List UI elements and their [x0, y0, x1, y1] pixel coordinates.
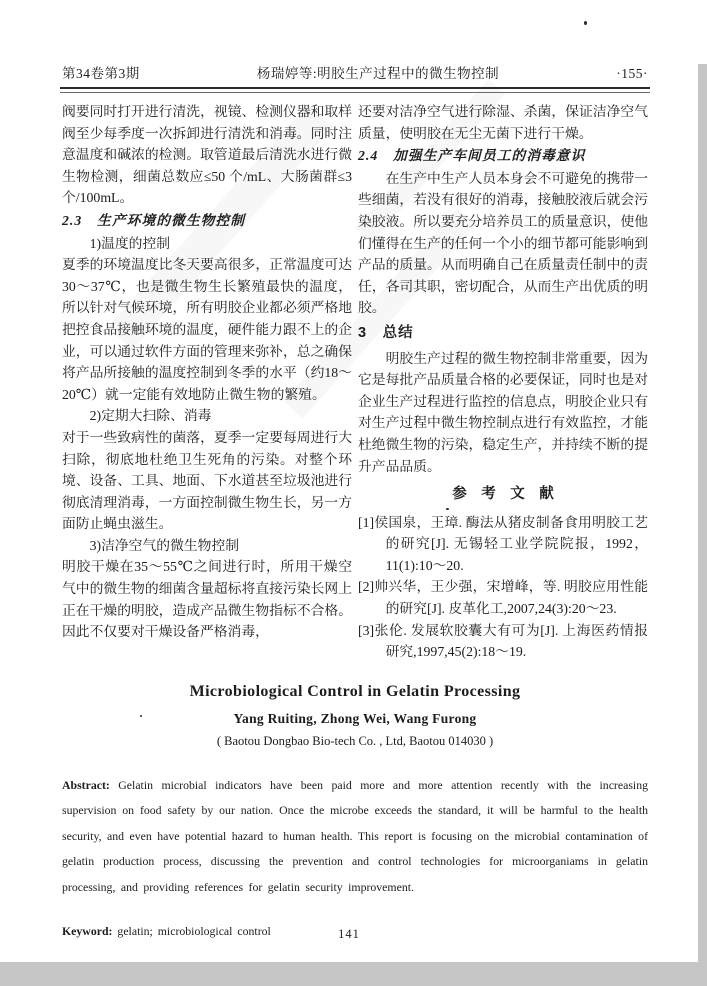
english-section [62, 683, 648, 939]
subheading-temperature-control: 1)温度的控制 [89, 235, 171, 251]
section-heading-2-4: 2.4 加强生产车间员工的消毒意识 [358, 148, 586, 164]
abstract-text: Gelatin microbial indicators have been paid more and more attention recently with the increasing supervision on food safety by our nation. Once the microbe exceeds the standard, it will be harmful to the health security, and even have potential hazard to human health. This report is focusing on the microbial contamination of gelatin production process, discussing the prevention and control technologies for microorganiams in gelatin processing, and providing references for gelatin security improvement. [62, 778, 648, 894]
section-heading-2-3: 2.3 生产环境的微生物控制 [62, 212, 246, 228]
abstract-label: Abstract: [62, 778, 110, 792]
reference-item-2: [2]帅兴华，王少强，宋增峰，等. 明胶应用性能的研究[J]. 皮革化工,2007,24(3):20～23. [358, 579, 648, 617]
body-paragraph-temperature: 夏季的环境温度比冬天要高很多，正常温度可达30～37℃，也是微生物生长繁殖最快的温度，所以针对气候环境，所有明胶企业都必须严格地把控食品接触环境的温度，硬件能力跟不上的企业，可以通过软件方面的管理来弥补，总之确保将产品所接触的温度控制到冬季的水平（约18～20℃）就一定能有效地防止微生物的繁殖。 [62, 257, 352, 402]
english-authors: Yang Ruiting, Zhong Wei, Wang Furong [233, 711, 477, 726]
english-title: Microbiological Control in Gelatin Processing [189, 683, 521, 700]
running-title: 杨瑞婷等:明胶生产过程中的微生物控制 [256, 66, 500, 81]
left-column [62, 101, 352, 643]
reference-item-3: [3]张伦. 发展软胶囊大有可为[J]. 上海医药情报研究,1997,45(2):18～19. [358, 622, 648, 660]
body-paragraph-summary: 明胶生产过程的微生物控制非常重要，因为它是每批产品质量合格的必要保证，同时也是对企业生产过程进行监控的信息点，明胶企业只有对生产过程中微生物控制点进行有效监控，才能杜绝微生物的污染，稳定生产，并持续不断的提升产品品质。 [358, 350, 648, 474]
body-paragraph-drying-air: 明胶干燥在35～55℃之间进行时，所用干燥空气中的微生物的细菌含量超标将直接污染长网上正在干燥的明胶，造成产品微生物指标不合格。因此不仅要对干燥设备严格消毒， [62, 559, 352, 640]
references-heading: 参 考 文 献 [452, 486, 554, 503]
body-paragraph-worker-awareness: 在生产中生产人员本身会不可避免的携带一些细菌，若没有很好的消毒，接触胶液后就会污染胶液。所以要充分培养员工的质量意识，使他们懂得在生产的任何一个小的细节都可能影响到产品的质量。从而明确自己在质量责任制中的责任，各司其职，密切配合，从而生产出优质的明胶。 [358, 170, 648, 316]
running-header [62, 62, 648, 82]
english-abstract [62, 773, 648, 900]
reference-item-1: [1]侯国泉，王璋. 酶法从猪皮制备食用明胶工艺的研究[J]. 无锡轻工业学院院报，1992，11(1):10～20. [358, 514, 648, 573]
subheading-clean-air: 3)洁净空气的微生物控制 [89, 537, 240, 553]
scan-speck [584, 21, 587, 25]
body-paragraph-drying-air-cont: 还要对洁净空气进行除湿、杀菌，保证洁净空气质量，使明胶在无尘无菌下进行干燥。 [358, 104, 648, 141]
page-folio: 141 [338, 927, 360, 941]
right-column [358, 101, 648, 663]
header-page-number: ·155· [616, 66, 648, 81]
body-paragraph-cleaning: 对于一些致病性的菌落，夏季一定要每周进行大扫除，彻底地杜绝卫生死角的污染。对整个环境、设备、工具、地面、下水道甚至垃圾池进行彻底清理消毒，一方面控制微生物生长，另一方面防止蝇虫滋生。 [62, 429, 352, 532]
header-rule-thick [60, 87, 650, 89]
section-heading-summary: 3 总结 [358, 324, 414, 341]
scanned-page-corner [698, 0, 707, 64]
english-affiliation: ( Baotou Dongbao Bio-tech Co. , Ltd, Baotou 014030 ) [216, 734, 494, 748]
header-rule-thin [60, 92, 650, 93]
subheading-periodic-cleaning: 2)定期大扫除、消毒 [89, 408, 212, 424]
journal-issue-info: 第34卷第3期 [62, 66, 140, 81]
keyword-label: Keyword: [62, 924, 113, 939]
body-paragraph-pipe-cleaning: 阀要同时打开进行清洗，视镜、检测仪器和取样阀至少每季度一次拆卸进行清洗和消毒。同时注意温度和碱浓的检测。取管道最后清洗水进行微生物检测，细菌总数应≤50 个/mL、大肠菌群≤3 个/100mL。 [62, 104, 352, 206]
keyword-text: gelatin; microbiological control [117, 924, 271, 939]
